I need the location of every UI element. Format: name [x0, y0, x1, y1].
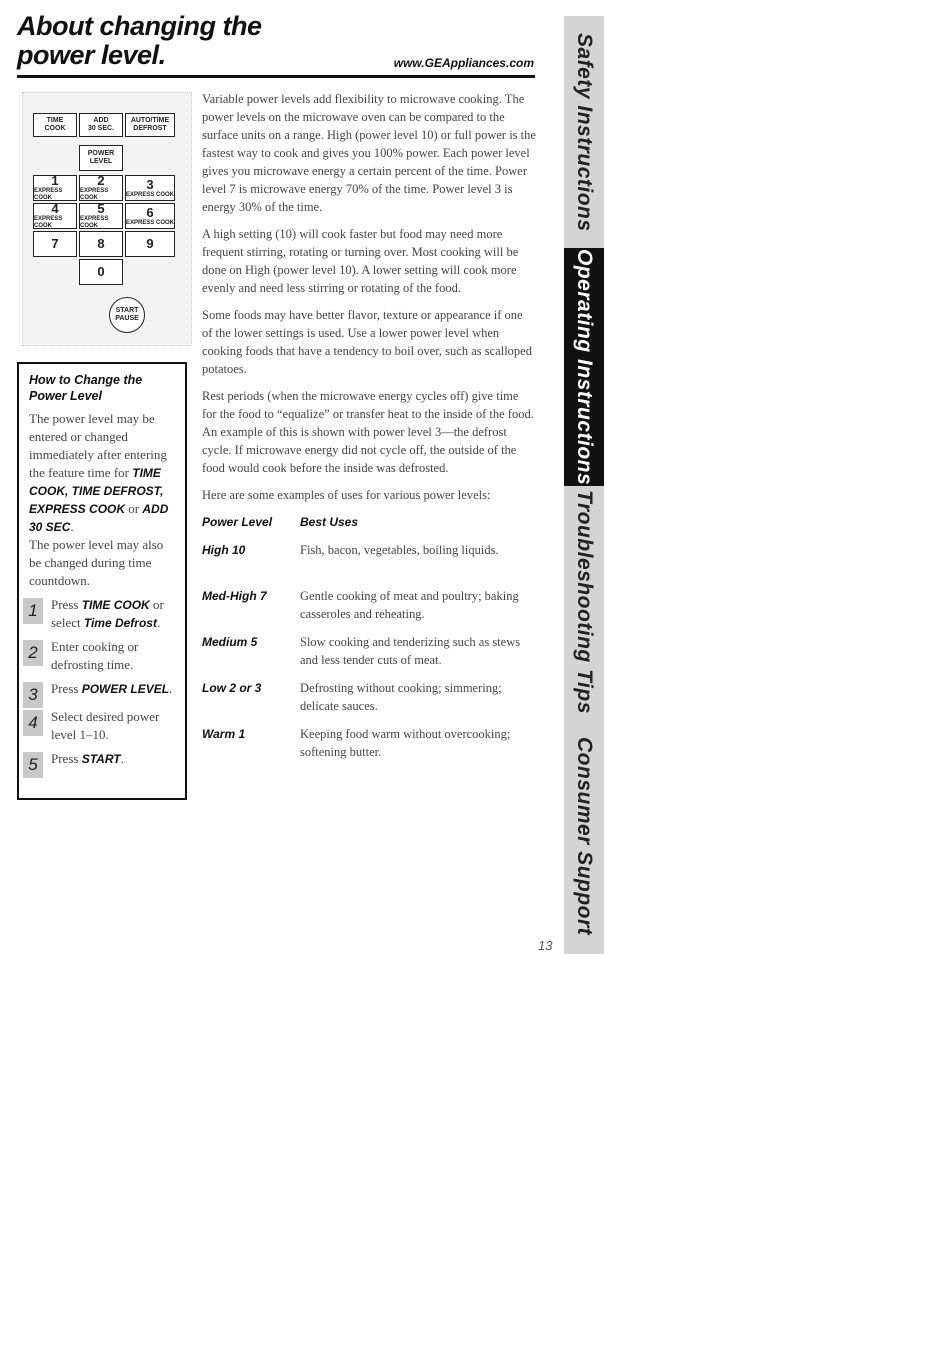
step-text: Select desired power level 1–10. — [51, 709, 160, 742]
power-level-key — [79, 145, 123, 171]
tab-troubleshooting-tips[interactable] — [564, 486, 604, 718]
step-text-part: . — [156, 615, 161, 630]
key-digit: 7 — [51, 236, 59, 251]
paragraph-examples-intro: Here are some examples of uses for various power levels: — [202, 488, 491, 502]
table-row — [202, 541, 536, 577]
step-number: 4 — [23, 710, 43, 736]
time-cook-key — [33, 113, 77, 137]
power-level-cell: Medium 5 — [202, 635, 258, 649]
best-use-cell: Slow cooking and tenderizing such as stews and less tender cuts of meat. — [300, 635, 521, 667]
key-label: POWER — [87, 150, 115, 157]
intro-features: TIME COOK, TIME DEFROST, EXPRESS COOK — [29, 466, 164, 516]
main-content — [202, 90, 536, 771]
step-number: 5 — [23, 752, 43, 778]
digit-key-2 — [79, 175, 123, 201]
step-5 — [29, 750, 175, 786]
add-30-sec-key — [79, 113, 123, 137]
best-use-cell: Keeping food warm without overcooking; softening butter. — [300, 727, 511, 759]
column-header-power-level: Power Level — [202, 515, 273, 529]
intro-text: or — [125, 501, 143, 516]
step-1 — [29, 596, 175, 632]
key-label: START — [115, 307, 139, 314]
table-row — [202, 679, 536, 715]
key-sublabel: EXPRESS COOK — [34, 188, 63, 201]
paragraph-rest-periods: Rest periods (when the microwave energy cycles off) give time for the food to “equalize” or transfer heat to the inside of the food. An example of this is shown with power level 3—the defrost cycle. If microwave energy did not cycle off, the outside of the food would cook before the inside was defrosted. — [202, 389, 534, 475]
digit-key-9 — [125, 231, 175, 257]
key-digit: 2 — [97, 173, 105, 188]
key-label: TIME — [46, 117, 64, 124]
key-digit: 3 — [146, 176, 154, 192]
digit-key-8 — [79, 231, 123, 257]
step-number: 3 — [23, 682, 43, 708]
step-number: 1 — [23, 598, 43, 624]
step-text-part: or select — [51, 597, 164, 630]
intro-add30: ADD 30 SEC — [29, 502, 169, 534]
key-sublabel: EXPRESS COOK — [34, 216, 63, 229]
tab-operating-instructions[interactable] — [564, 248, 604, 486]
step-text — [51, 680, 175, 698]
paragraph-high-setting: A high setting (10) will cook faster but food may need more frequent stirring, rotating or turning over. Most cooking will be done on High (power level 10). A lower setting will cook more evenly and need less stirring or rotating of the food. — [202, 227, 519, 295]
digit-key-7 — [33, 231, 77, 257]
website-url: www.GEAppliances.com — [393, 56, 534, 70]
step-bold: TIME COOK — [81, 598, 150, 612]
tab-safety-instructions[interactable] — [564, 16, 604, 248]
power-table-header — [202, 513, 536, 533]
tab-label: Troubleshooting Tips — [573, 490, 596, 714]
digit-key-1 — [33, 175, 77, 201]
step-3 — [29, 680, 175, 702]
key-label: AUTO/TIME — [130, 117, 170, 124]
step-bold: START — [81, 752, 121, 766]
header-rule — [17, 75, 535, 78]
key-sublabel: EXPRESS COOK — [126, 191, 175, 198]
step-text — [51, 750, 175, 768]
step-text-part: Press — [51, 681, 82, 696]
intro-text: . — [70, 519, 74, 534]
key-digit: 6 — [146, 204, 154, 220]
tab-label: Safety Instructions — [573, 32, 596, 232]
step-bold: Time Defrost — [83, 616, 157, 630]
key-sublabel: EXPRESS COOK — [126, 219, 175, 226]
table-row — [202, 633, 536, 669]
step-2 — [29, 638, 175, 674]
keypad-illustration — [22, 92, 192, 346]
page-title-line-1: About changing the — [17, 11, 262, 41]
page-title-line-2: power level. — [17, 40, 166, 70]
digit-key-3 — [125, 175, 175, 201]
paragraph-lower-settings: Some foods may have better flavor, texture or appearance if one of the lower settings is used. Use a lower power level when cooking foods that have a tendency to boil over, such as scalloped potatoes. — [202, 308, 532, 376]
key-digit: 0 — [97, 264, 105, 279]
key-digit: 5 — [97, 201, 105, 216]
step-4 — [29, 708, 175, 744]
key-sublabel: EXPRESS COOK — [80, 216, 109, 229]
step-number: 2 — [23, 640, 43, 666]
paragraph-variable-power: Variable power levels add flexibility to microwave cooking. The power levels on the microwave oven can be compared to the surface units on a range. High (power level 10) or full power is the fastest way to cook and gives you 100% power. Each power level gives you microwave energy a certain percent of the time. Power level 7 is microwave energy 70% of the time. Power level 3 is energy 30% of the time. — [202, 92, 536, 214]
key-digit: 4 — [51, 201, 59, 216]
key-sublabel: EXPRESS COOK — [80, 188, 109, 201]
key-digit: 1 — [51, 173, 59, 188]
step-text — [51, 596, 175, 632]
step-text: Enter cooking or defrosting time. — [51, 639, 139, 672]
step-text-part: . — [169, 681, 173, 696]
key-digit: 8 — [97, 236, 105, 251]
digit-key-4 — [33, 203, 77, 229]
best-use-cell: Defrosting without cooking; simmering; delicate sauces. — [300, 681, 502, 713]
intro-text: The power level may be entered or changed immediately after entering the feature time for — [29, 411, 167, 480]
digit-key-0 — [79, 259, 123, 285]
how-to-countdown-note: The power level may also be changed during time countdown. — [29, 537, 164, 588]
tab-consumer-support[interactable] — [564, 718, 604, 954]
key-label: ADD — [93, 117, 109, 124]
table-row — [202, 587, 536, 623]
tab-label: Consumer Support — [573, 736, 596, 936]
key-label: LEVEL — [89, 158, 113, 165]
step-text-part: . — [120, 751, 124, 766]
key-label: PAUSE — [115, 315, 139, 322]
page-title — [17, 12, 261, 70]
best-use-cell: Fish, bacon, vegetables, boiling liquids. — [300, 543, 499, 557]
tab-label: Operating Instructions — [573, 248, 596, 486]
key-label: 30 SEC. — [87, 125, 115, 132]
power-level-cell: Med-High 7 — [202, 589, 267, 603]
power-level-cell: Warm 1 — [202, 727, 246, 741]
digit-key-6 — [125, 203, 175, 229]
step-bold: POWER LEVEL — [81, 682, 170, 696]
power-level-cell: High 10 — [202, 543, 246, 557]
key-digit: 9 — [146, 236, 154, 251]
key-label: COOK — [44, 125, 66, 132]
column-header-best-uses: Best Uses — [300, 515, 359, 529]
table-row — [202, 725, 536, 761]
step-text-part: Press — [51, 597, 82, 612]
page-number: 13 — [538, 938, 553, 953]
digit-key-5 — [79, 203, 123, 229]
how-to-intro — [29, 410, 175, 536]
step-text-part: Press — [51, 751, 82, 766]
start-pause-key — [109, 297, 145, 333]
auto-time-defrost-key — [125, 113, 175, 137]
power-level-cell: Low 2 or 3 — [202, 681, 262, 695]
how-to-box — [17, 362, 187, 800]
how-to-title: How to Change the Power Level — [29, 373, 143, 403]
key-label: DEFROST — [133, 125, 167, 132]
best-use-cell: Gentle cooking of meat and poultry; baking casseroles and reheating. — [300, 589, 519, 621]
